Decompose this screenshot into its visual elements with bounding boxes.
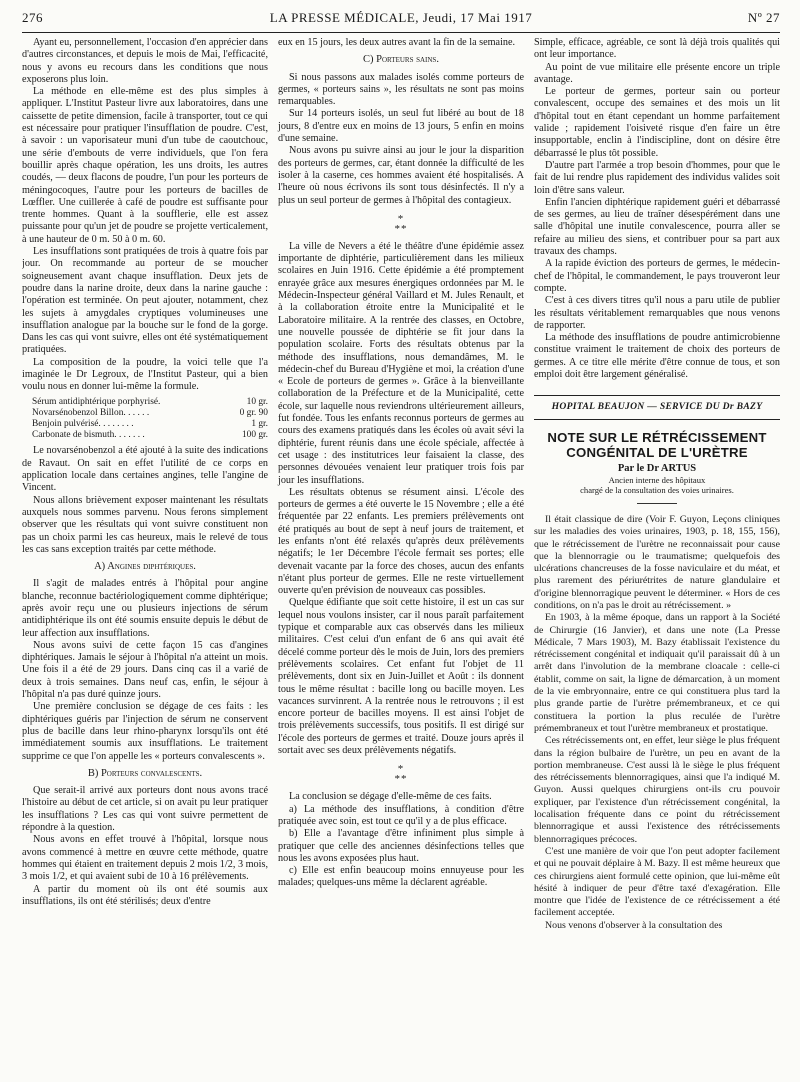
title-rule	[637, 503, 677, 504]
paragraph: a) La méthode des insufflations, à condition d'être pratiquée avec soin, est tout ce qu'il y a de plus efficace.	[278, 803, 524, 827]
author-affiliation: chargé de la consultation des voies urinaires.	[580, 484, 734, 495]
section-heading-b: B) Porteurs convalescents.	[87, 767, 203, 779]
paragraph: Nous avons pu suivre ainsi au jour le jour la disparition des porteurs de germes, car, étant donnée la difficulté de les isoler à la caserne, ces hommes avaient été hospitalisés. A l'heure où nous écrivons ils sont tous désinfectés. Il n'y a plus un seul porteur de germes à l'hôpital des contagieux.	[278, 145, 524, 206]
paragraph: Si nous passons aux malades isolés comme porteurs de germes, « porteurs sains », les résultats ne sont pas moins remarquables.	[278, 71, 524, 108]
page-header	[22, 10, 780, 30]
paragraph: Enfin l'ancien diphtérique rapidement guéri et débarrassé de ses germes, au lieu de traîner désespérément dans une salle d'hôpital une inutile convalescence, pourra aller se refaire au milieu des siens, et contribuer pour sa part aux travaux des champs.	[534, 196, 780, 258]
paragraph: c) Elle est enfin beaucoup moins ennuyeuse pour les malades; quelques-uns même la déclarent agréable.	[278, 865, 524, 889]
asterism-divider: * **	[394, 212, 408, 235]
paragraph: Nous allons brièvement exposer maintenant les résultats auxquels nous sommes parvenu. Nous ferons simplement observer que les résultats qui vont suivre constituent non pas un choix parmi les cas heureux, mais le relevé de tous les cas sans exception traités par cette méthode.	[22, 494, 268, 555]
issue-number: Nº 27	[747, 10, 780, 25]
paragraph: Une première conclusion se dégage de ces faits : les diphtériques guéris par l'injection de sérum ne conservent plus de bacille dans leur rhino-pharynx lorsqu'ils ont été immédiatement soumis aux insufflations. Le traitement supprime ce que l'on appelle les « porteurs convalescents ».	[22, 701, 268, 762]
columns	[22, 37, 780, 1077]
paragraph: Au point de vue militaire elle présente encore un triple avantage.	[534, 61, 780, 85]
formula-row: Benjoin pulvérisé. . . . . . . . 1 gr.	[32, 419, 268, 430]
paragraph: Nous avons suivi de cette façon 15 cas d'angines diphtériques. Jamais le séjour à l'hôpital n'a atteint un mois. Une fois il a été de 29 jours. Dans cinq cas il a varié de deux à trois semaines. Dans neuf cas, enfin, le séjour à l'hôpital n'a pas duré quinze jours.	[22, 639, 268, 701]
formula-row: Carbonate de bismuth. . . . . . . 100 gr.	[32, 430, 268, 441]
section-heading-a: A) Angines diphtériques.	[94, 561, 196, 573]
header-rule	[22, 32, 780, 33]
paragraph: Nous avons en effet trouvé à l'hôpital, lorsque nous avons commencé à mettre en œuvre cette méthode, quatre hommes qui étaient en traitement depuis 2 mois 1/2, 3 mois, 3 mois 1/2, et qui avaient subi de 10 à 16 prélèvements.	[22, 834, 268, 883]
column-1	[22, 37, 268, 1077]
paragraph: Quelque édifiante que soit cette histoire, il est un cas sur lequel nous voulons insister, car il nous paraît parfaitement typique et comparable aux cas observés dans les milieux militaires. C'est celui d'un enfant de 6 ans qui avait été décelé comme porteur dès le mois de Juin, lors des premiers prélèvements scolaires. Cet enfant fut l'objet de 11 prélèvements, dont six en Juin-Juillet et Août : ils donnent tous le même résultat : bacille long ou bacille moyen. Les vacances survinrent. A la rentrée nous le retrouvons ; il est encore porteur de bacilles moyens. Il est ainsi l'objet de trois prélèvements successifs, tous positifs. Il est dirigé sur l'école des porteurs de germes et traité. Douze jours après il sortait avec ses deux prélèvements négatifs.	[278, 597, 524, 757]
paragraph: Simple, efficace, agréable, ce sont là déjà trois qualités qui ont leur importance.	[534, 37, 780, 61]
paragraph: Ayant eu, personnellement, l'occasion d'en apprécier dans d'autres circonstances, et depuis le mois de Mai, l'efficacité, nous y avons eu recours dans les conditions que nous exposerons plus loin.	[22, 37, 268, 85]
paragraph: La ville de Nevers a été le théâtre d'une épidémie assez importante de diphtérie, particulièrement dans les milieux scolaires en Juin 1916. Cette épidémie a été promptement enrayée grâce aux mesures énergiques ordonnées par M. le Médecin-Inspecteur général Vaillard et M. Jules Renault, et à la collaboration étroite entre la Municipalité et le Laboratoire militaire. A la rentrée des classes, en Octobre, une nouvelle poussée de diphtérie se fit jour dans la population scolaire. Forts des résultats obtenus par la méthode des insufflations, nous demandâmes, M. le médecin-chef du Bureau d'Hygiène et moi, la création d'une « Ecole de porteurs de germes ». Grâce à la bienveillante collaboration de la Préfecture et de la Municipalité, cette école, sur laquelle nous reviendrons ultérieurement ailleurs, fut fondée. Tous les enfants reconnus porteurs de germes au cours des examens pratiqués dans les écoles où avait sévi la diphtérie, furent réunis dans une école spéciale, affectée à cet usage : des institutrices leur faisaient la classe, des personnes dévouées venaient leur pratiquer trois fois par jour les insufflations.	[278, 240, 524, 486]
hospital-banner: HOPITAL BEAUJON — SERVICE DU Dr BAZY	[534, 395, 780, 419]
column-2	[278, 37, 524, 1077]
paragraph: Il s'agit de malades entrés à l'hôpital pour angine blanche, reconnue bactériologiquement comme diphtérique; après avoir reçu une ou plusieurs injections de sérum antidiphtérique ils ont été soumis ensuite depuis le début de leur affection aux insufflations.	[22, 578, 268, 639]
page-number: 276	[22, 10, 43, 25]
paragraph: C'est à ces divers titres qu'il nous a paru utile de publier les résultats véritablement remarquables que nous venons de rapporter.	[534, 295, 780, 331]
paragraph: Il était classique de dire (Voir F. Guyon, Leçons cliniques sur les maladies des voies urinaires, 1903, p. 18, 155, 156), que le rétrécissement de l'urètre ne reconnaissait pour cause que la blennorragie ou le traumatisme; quelquefois des ulcérations chancreuses de la fosse naviculaire et du méat, et plus rarement des périurétrites de nature glandulaire et d'origine blennorragique peuvent le déterminer. « Hors de ces conditions, on n'a pas le droit au rétrécissement. »	[534, 513, 780, 611]
paragraph: La méthode en elle-même est des plus simples à appliquer. L'Institut Pasteur livre aux laboratoires, dans une caissette de petite dimension, facile à transporter, tout ce qui est nécessaire pour pratiquer l'insufflation de poudre. C'est, à savoir : un vaporisateur muni d'un tube de caoutchouc, une série d'embouts de verre individuels, que l'on fera bouillir après chaque opération, les uns droits, les autres coudés, — deux flacons de poudre, l'un pour les porteurs de méningocoques, l'autre pour les porteurs de bacilles de Lœffler. Une cuillerée à café de poudre est suffisante pour trente hommes. Quant à la soufflerie, elle est assez puissante pour qu'un jet de poudre se projette verticalement, à une hauteur de 0 m. 50 à 0 m. 60.	[22, 86, 268, 245]
journal-title: LA PRESSE MÉDICALE, Jeudi, 17 Mai 1917	[269, 10, 533, 25]
asterism-divider: * **	[394, 763, 408, 786]
paragraph: A partir du moment où ils ont été soumis aux insufflations, ils ont été stérilisés; deux d'entre	[22, 883, 268, 907]
author-affiliation: Ancien interne des hôpitaux	[608, 474, 706, 485]
formula-row: Novarsénobenzol Billon. . . . . . 0 gr. 90	[32, 407, 268, 418]
paragraph: Sur 14 porteurs isolés, un seul fut libéré au bout de 18 jours, 8 d'entre eux en moins de 13 jours, 5 enfin en moins d'une semaine.	[278, 108, 524, 145]
paragraph: La conclusion se dégage d'elle-même de ces faits.	[289, 791, 492, 803]
paragraph: Les insufflations sont pratiquées de trois à quatre fois par jour. On recommande au porteur de se moucher soigneusement avant chaque insufflation. Deux jets de poudre dans la narine droite, deux dans la narine gauche : l'opération est terminée. On peut ajouter, notamment, chez les sujets à amygdales cryptiques volumineuses une insufflation analogue par la bouche sur le fond de la gorge. Dans les cas qui vont suivre, elles ont été systématiquement pratiquées.	[22, 246, 268, 356]
article-title: NOTE SUR LE RÉTRÉCISSEMENT CONGÉNITAL DE L'URÈTRE	[547, 429, 767, 460]
section-heading-c: C) Porteurs sains.	[363, 54, 439, 66]
paragraph: Le novarsénobenzol a été ajouté à la suite des indications de Ravaut. On sait en effet l'utilité de ce corps en application locale dans certaines angines, telle l'angine de Vincent.	[22, 445, 268, 494]
paragraph: En 1903, à la même époque, dans un rapport à la Société de Chirurgie (16 Janvier), et dans une note (La Presse Médicale, 7 Mars 1903), M. Bazy établissait l'existence du rétrécissement congénital et indiquait qu'il paraissait dû à un arrêt dans l'involution de la membrane cloacale : celle-ci établit, comme on sait, la ligne de démarcation, à un moment de la vie embryonnaire, entre ce qui constituera plus tard la plus grande partie de l'urètre prémembraneux, et ce qui constituera la portion la plus reculée de l'urètre prémembraneux et tout l'urètre membraneux et prostatique.	[534, 612, 780, 734]
paragraph: D'autre part l'armée a trop besoin d'hommes, pour que le fait de lui rendre plus rapidement des individus valides soit loin d'être sans valeur.	[534, 159, 780, 196]
paragraph: C'est une manière de voir que l'on peut adopter facilement et qui ne pouvait déplaire à M. Bazy. Il est même heureux que ces chirurgiens aient formulé cette opinion, que lui-même eût hésité à indiquer de peur d'être taxé d'exagération. Elle montre que l'idée de l'existence de ce rétrécissement a été facilement acceptée.	[534, 845, 780, 919]
paragraph: La méthode des insufflations de poudre antimicrobienne constitue vraiment le traitement de choix des porteurs de germes. A ce titre elle mérite d'être connue de tous, et son emploi doit être largement généralisé.	[534, 332, 780, 381]
paragraph: Que serait-il arrivé aux porteurs dont nous avons tracé l'histoire au début de cet article, si on avait pu leur pratiquer les insufflations ? Les cas qui vont suivre permettent de répondre à la question.	[22, 785, 268, 834]
paragraph: La composition de la poudre, la voici telle que l'a imaginée le Dr Legroux, de l'Institut Pasteur, qui a bien voulu nous en donner lui-même la formule.	[22, 356, 268, 393]
paragraph: eux en 15 jours, les deux autres avant la fin de la semaine.	[278, 37, 516, 48]
formula-row: Sérum antidiphtérique porphyrisé. 10 gr.	[32, 396, 268, 407]
powder-formula	[32, 397, 268, 442]
paragraph: b) Elle a l'avantage d'être infiniment plus simple à pratiquer que celle des anciennes désinfections telles que nous les avons exposées plus haut.	[278, 828, 524, 864]
paragraph: Le porteur de germes, porteur sain ou porteur convalescent, occupe des semaines et des mois un lit d'hôpital tout en étant cependant un homme parfaitement valide ; rapidement l'oisiveté risque d'en faire un être insupportable, enclin à l'indiscipline, dont on désire être débarrassé le plus tôt possible.	[534, 86, 780, 159]
article-author: Par le Dr ARTUS	[617, 462, 697, 474]
paragraph: Ces rétrécissements ont, en effet, leur siège le plus fréquent dans la région bulbaire de l'urètre, un peu en avant de la portion membraneuse. C'est aussi là le siège le plus fréquent des rétrécissements blennorragiques, ainsi que l'a indiqué M. Guyon. Aussi quelques chirurgiens ont-ils cru pouvoir expliquer, par l'existence d'un rétrécissement congénital, la localisation fréquente dans ce point du rétrécissement blennorragique et aussi l'existence des rétrécissements blennorragiques précoces.	[534, 735, 780, 845]
paragraph: A la rapide éviction des porteurs de germes, le médecin-chef de l'hôpital, le commandement, le pays trouveront leur compte.	[534, 258, 780, 294]
paragraph: Nous venons d'observer à la consultation des	[545, 919, 723, 931]
paragraph: Les résultats obtenus se résument ainsi. L'école des porteurs de germes a été ouverte le 15 Novembre ; elle a été fréquentée par 22 enfants. Les premiers prélèvements ont été pratiqués au bout de sept à neuf jours de traitement, et les enfants n'ont été relaxés qu'après deux prélèvements négatifs; le 1er Décembre l'école fermait ses portes; elle devenait vacante par la force des choses, aucun des enfants n'étant plus porteur de germes. Elle ne reste virtuellement ouverte qu'en prévision de nouveaux cas possibles.	[278, 486, 524, 597]
column-3	[534, 37, 780, 1077]
